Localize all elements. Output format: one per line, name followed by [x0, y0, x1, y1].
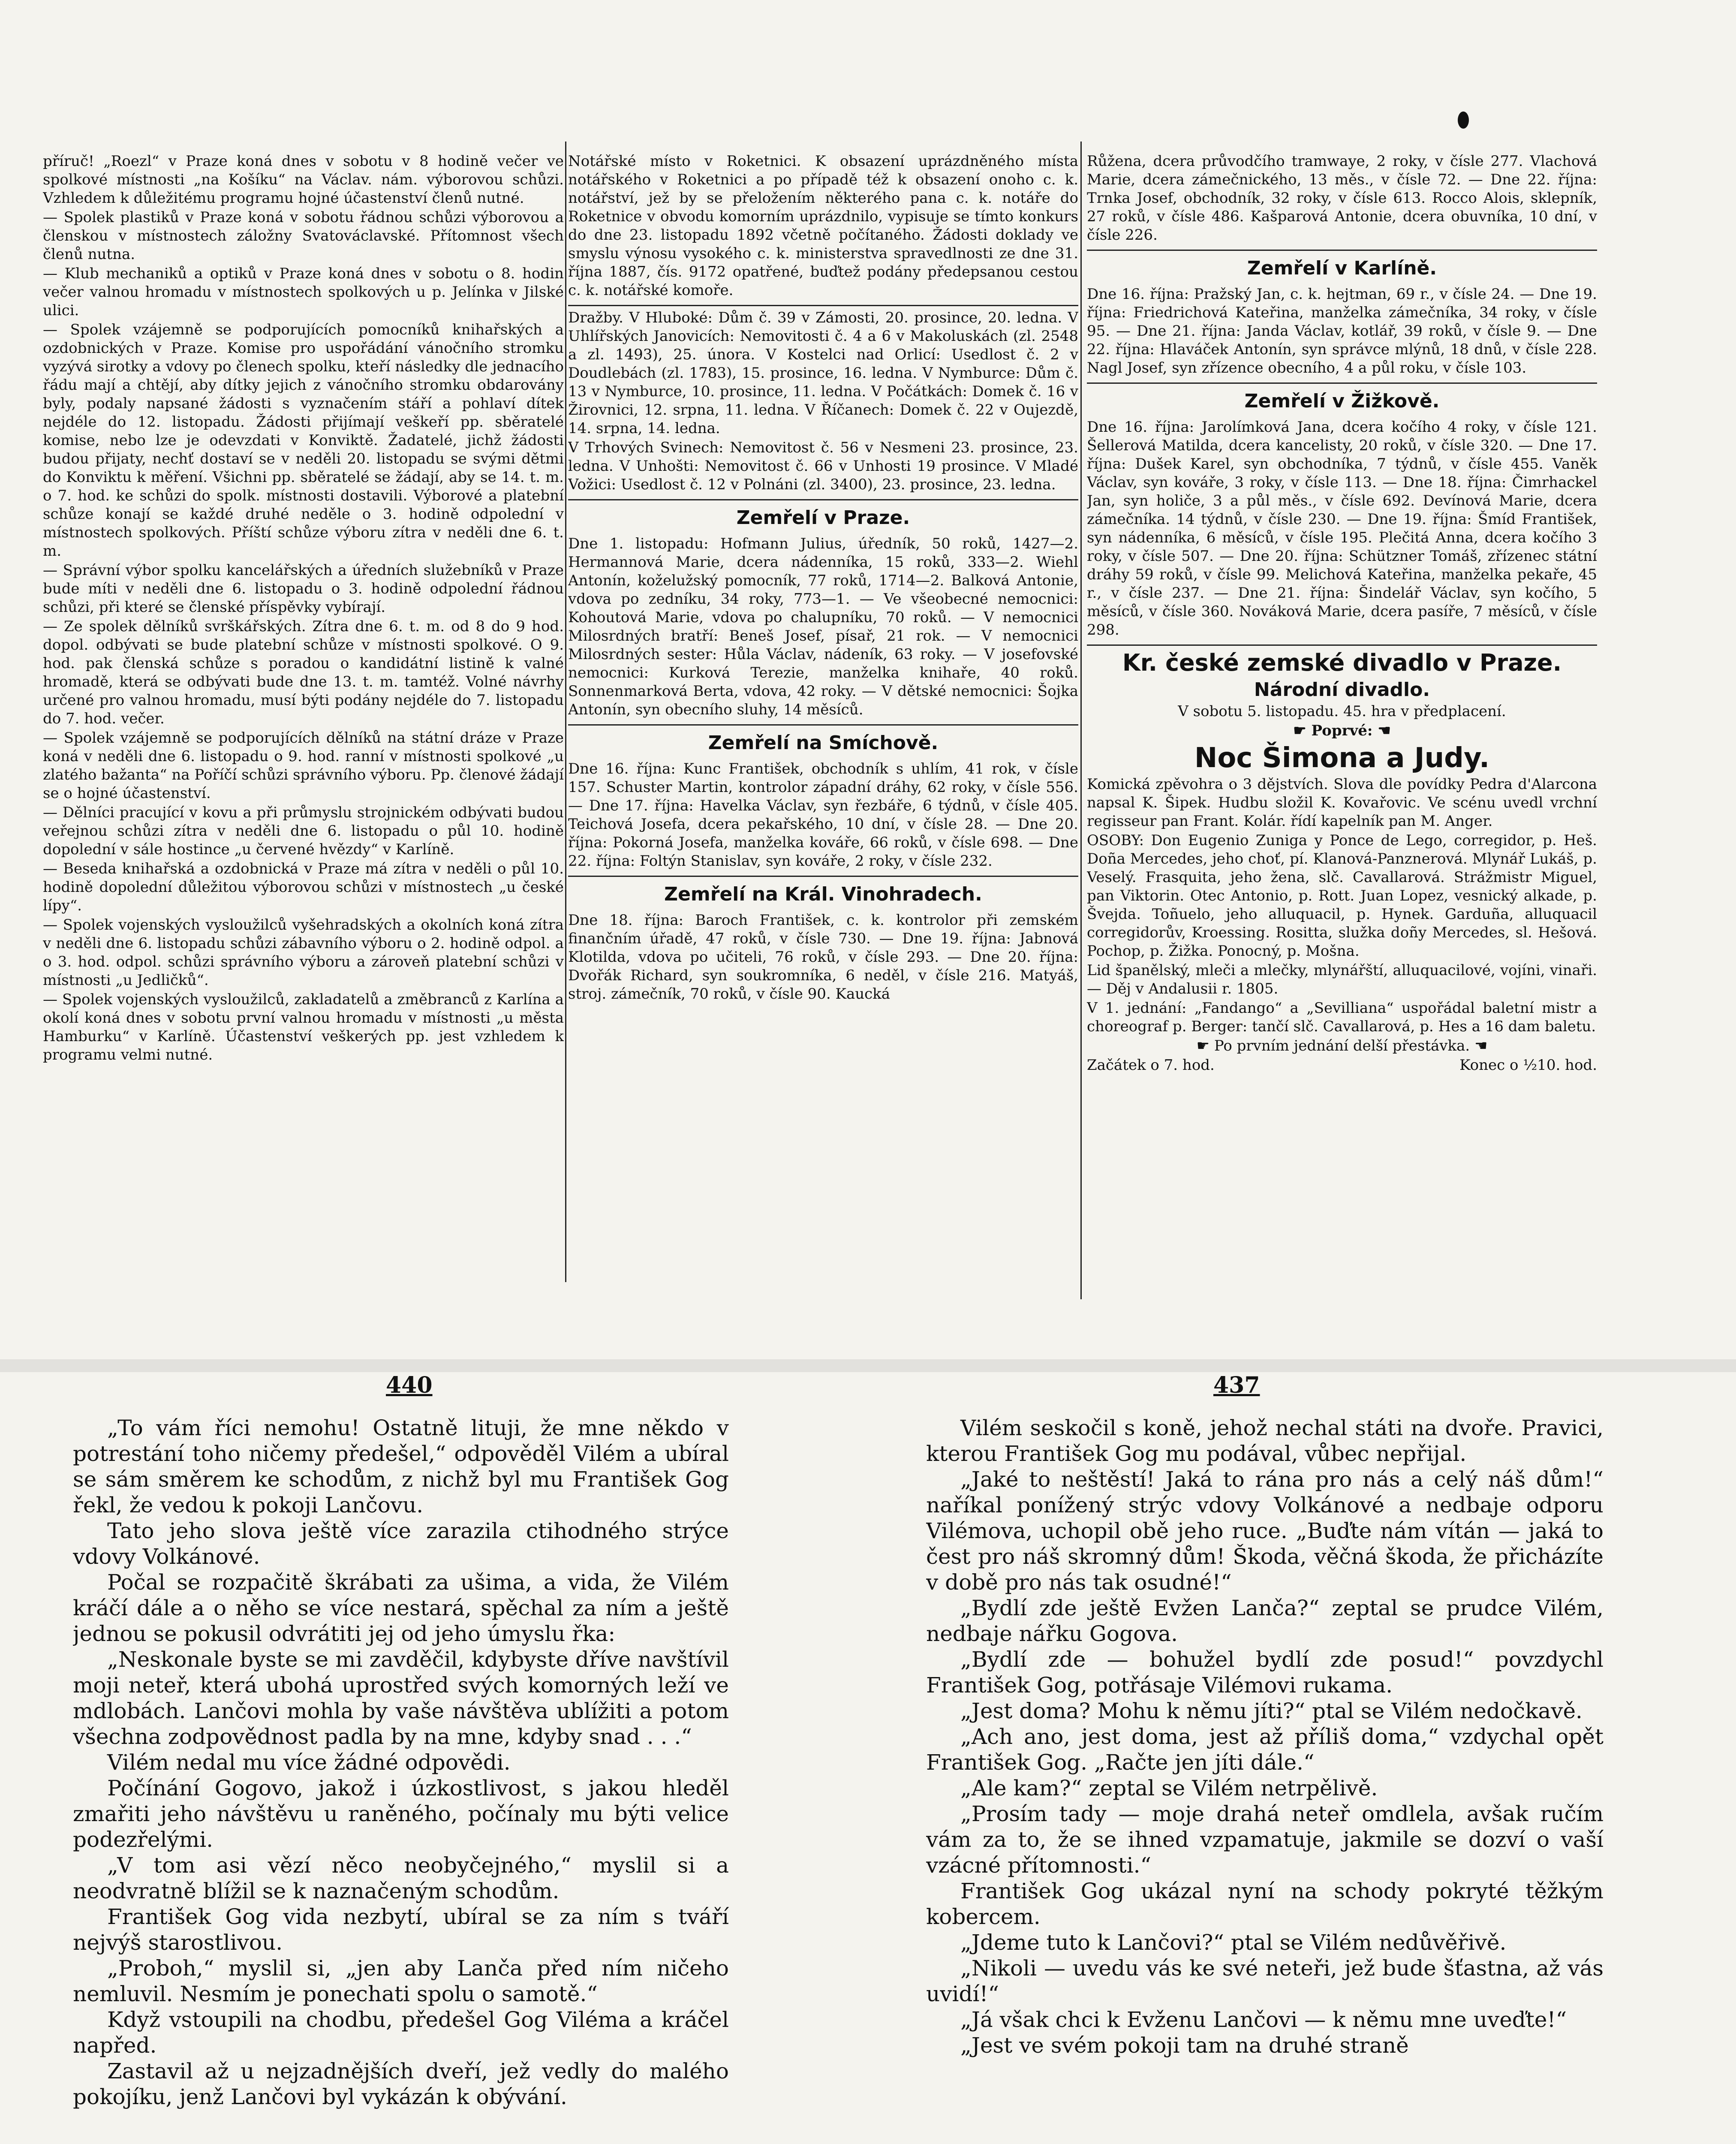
- book-paragraph: „Jaké to neštěstí! Jaká to rána pro nás a celý náš dům!“ naříkal ponížený strýc vdovy Volkánové a nedbaje odporu Vilémova, uchopil obě jeho ruce. „Buďte nám vítán — jaká to čest pro náš skromný dům! Škoda, věčná škoda, že přicházíte v době pro nás tak osudné!“: [926, 1467, 1604, 1595]
- page-number-right: 437: [1213, 1372, 1260, 1398]
- deaths-list: Růžena, dcera průvodčího tramwaye, 2 roky, v čísle 277. Vlachová Marie, dcera zámečnického, 13 měs., v čísle 72. — Dne 22. října: Trnka Josef, obchodník, 32 roky, v čísle 613. Rocco Alois, sklepník, 27 roků, v čísle 486. Kašparová Antonie, dcera obuvníka, 10 dní, v čísle 226.: [1087, 153, 1597, 244]
- notice: — Spolek vojenských vysloužilců vyšehradských a okolních koná zítra v neděli dne 6. listopadu schůzi zábavního výboru o 2. hodině odpol. a o 3. hod. odpol. schůzi správního výboru a zároveň platební schůzi v místnosti „u Jedličků“.: [43, 916, 564, 989]
- notice: — Spolek vojenských vysloužilců, zakladatelů a změbranců z Karlína a okolí koná dnes v sobotu první valnou hromadu v místnosti „u města Hamburku“ v Karlíně. Účastenství veškerých pp. jest vzhledem k programu velmi nutné.: [43, 991, 564, 1063]
- book-paragraph: „V tom asi vězí něco neobyčejného,“ myslil si a neodvratně blížil se k naznačeným schodům.: [73, 1853, 729, 1903]
- play-title: Noc Šimona a Judy.: [1194, 742, 1490, 774]
- start-time: Začátek o 7. hod.: [1087, 1057, 1215, 1074]
- play-times: [1087, 1056, 1597, 1075]
- book-paragraph: „Jest doma? Mohu k němu jíti?“ ptal se Vilém nedočkavě.: [960, 1698, 1583, 1723]
- auctions-notice: V Trhových Svinech: Nemovitost č. 56 v Nesmeni 23. prosince, 23. ledna. V Unhošti: Nemovitost č. 66 v Unhosti 19 prosince. V Mladé Vožici: Usedlost č. 12 v Polnáni (zl. 3400), 23. prosince, 23. ledna.: [568, 439, 1078, 493]
- notary-notice: Notářské místo v Roketnici. K obsazení uprázdněného místa notářského v Roketnici a po případě též k obsazení onoho c. k. notářství, jež by se přeložením některého pana c. k. notáře do Roketnice v obvodu komorním uprázdnilo, vypisuje se tímto konkurs do dne 23. listopadu 1892 včetně počítaného. Žádosti doklady ve smyslu výnosu vysokého c. k. ministerstva spravedlnosti ze dne 31. října 1887, čís. 9172 opatřené, buďtež podány předepsanou cestou c. k. notářské komoře.: [568, 153, 1078, 299]
- section-heading: Zemřelí v Karlíně.: [1247, 257, 1437, 279]
- book-paragraph: „Prosím tady — moje drahá neteř omdlela, avšak ručím vám za to, že se ihned vzpamatuje, jakmile se dozví o vaší vzácné přítomnosti.“: [926, 1801, 1604, 1878]
- play-ballet: V 1. jednání: „Fandango“ a „Sevilliana“ uspořádal baletní mistr a choreograf p. Berger: tančí slč. Cavallarová, p. Hes a 16 dam baletu.: [1087, 1000, 1597, 1035]
- book-paragraph: Počal se rozpačitě škrábati za ušima, a vida, že Vilém kráčí dále a o něho se více nestará, spěchal za ním a ještě jednou se pokusil odvrátiti jej od jeho úmyslu řka:: [73, 1570, 729, 1646]
- news-column-1: [43, 152, 564, 1224]
- divider: [1087, 644, 1597, 646]
- book-paragraph: Vilém nedal mu více žádné odpovědi.: [107, 1750, 511, 1775]
- notice: — Ze spolek dělníků svrškářských. Zítra dne 6. t. m. od 8 do 9 hod. dopol. odbývati se bude platební schůze v místnosti spolkové. O 9. hod. pak členská schůze s poradou o kandidátní listině k valné hromadě, která se odbývati bude dne 13. t. m. tamtéž. Volné návrhy určené pro valnou hromadu, musí býti podány nejdéle do 7. listopadu do 7. hod. večer.: [43, 618, 564, 727]
- column-rule-2: [1080, 142, 1082, 1299]
- book-page-left: [73, 1415, 729, 2144]
- deaths-list: Dne 1. listopadu: Hofmann Julius, úředník, 50 roků, 1427—2. Hermannová Marie, dcera nádenníka, 15 roků, 333—2. Wiehl Antonín, koželužský pomocník, 77 roků, 1714—2. Balková Antonie, vdova po zedníku, 34 roky, 773—1. — Ve všeobecné nemocnici: Kohoutová Marie, vdova po chalupníku, 70 roků. — V nemocnici Milosrdných bratří: Beneš Josef, písař, 21 rok. — V nemocnici Milosrdných sester: Hůla Václav, nádeník, 63 roky. — V josefovské nemocnici: Kurková Terezie, manželka knihaře, 40 roků. Sonnenmarková Berta, vdova, 42 roky. — V dětské nemocnici: Šojka Antonín, syn obecního sluhy, 14 měsíců.: [568, 535, 1078, 718]
- book-paragraph: Vilém seskočil s koně, jehož nechal státi na dvoře. Pravici, kterou František Gog mu podával, vůbec nepřijal.: [926, 1415, 1604, 1466]
- page-number-left: 440: [386, 1372, 433, 1398]
- ink-dot: [1458, 111, 1469, 129]
- book-paragraph: „Jest ve svém pokoji tam na druhé straně: [960, 2033, 1409, 2058]
- section-heading: Zemřelí na Král. Vinohradech.: [664, 883, 982, 905]
- notice: příruč! „Roezl“ v Praze koná dnes v sobotu v 8 hodině večer ve spolkové místnosti „na Košíku“ na Václav. nám. výborovou schůzi. Vzhledem k důležitému programu hojné účastenství členů nutné.: [43, 153, 564, 207]
- book-page-right: [926, 1415, 1604, 2144]
- notice: — Správní výbor spolku kancelářských a úředních služebníků v Praze bude míti v neděli dne 6. listopadu o 3. hodině odpolední řádnou schůzi, při které se členské příspěvky vybírají.: [43, 562, 564, 616]
- section-heading: Zemřelí v Žižkově.: [1244, 390, 1440, 412]
- play-cast: OSOBY: Don Eugenio Zuniga y Ponce de Lego, corregidor, p. Heš. Doña Mercedes, jeho choť, pí. Klanová-Panznerová. Mlynář Lukáš, p. Veselý. Frasquita, jeho žena, slč. Cavallarová. Strážmistr Miguel, pan Viktorin. Otec Antonio, p. Rott. Juan Lopez, vesnický alkade, p. Švejda. Toñuelo, jeho alluquacil, p. Hynek. Garduña, alluquacil corregidorův, Kroessing. Rositta, služka doñy Mercedes, sl. Hešová. Pochop, p. Žižka. Ponocný, p. Mošna.: [1087, 832, 1597, 960]
- book-paragraph: František Gog ukázal nyní na schody pokryté těžkým kobercem.: [926, 1879, 1604, 1929]
- divider: [1087, 250, 1597, 251]
- column-rule-1: [565, 142, 566, 1282]
- news-column-2: [568, 152, 1078, 1301]
- book-paragraph: František Gog vida nezbytí, ubíral se za ním s tváří nejvýš starostlivou.: [73, 1904, 729, 1955]
- news-column-3: [1087, 152, 1597, 1301]
- premiere-label: ☛ Poprvé: ☚: [1293, 722, 1391, 739]
- book-paragraph: „Ach ano, jest doma, jest až příliš doma,“ vzdychal opět František Gog. „Račte jen jíti dále.“: [926, 1724, 1604, 1775]
- book-paragraph: „Bydlí zde ještě Evžen Lanča?“ zeptal se prudce Vilém, nedbaje nářku Gogova.: [926, 1596, 1604, 1646]
- book-paragraph: „To vám říci nemohu! Ostatně lituji, že mne někdo v potrestání toho ničemy předešel,“ odpověděl Vilém a ubíral se sám směrem ke schodům, z nichž byl mu František Gog řekl, že vedou k pokoji Lančovu.: [73, 1415, 729, 1518]
- notice: — Klub mechaniků a optiků v Praze koná dnes v sobotu o 8. hodin večer valnou hromadu v místnostech spolkových u p. Jelínka v Jilské ulici.: [43, 265, 564, 319]
- book-paragraph: „Jdeme tuto k Lančovi?“ ptal se Vilém nedůvěřivě.: [960, 1930, 1507, 1955]
- book-paragraph: „Neskonale byste se mi zavděčil, kdybyste dříve navštívil moji neteř, která ubohá uprostřed svých komorných leží ve mdlobách. Lančovi mohla by vaše návštěva ublížiti a potom všechna zodpovědnost padla by na mne, kdyby snad . . .“: [73, 1647, 729, 1749]
- book-paragraph: Tato jeho slova ještě více zarazila ctihodného strýce vdovy Volkánové.: [73, 1518, 729, 1569]
- divider: [568, 305, 1078, 306]
- end-time: Konec o ½10. hod.: [1459, 1057, 1597, 1074]
- deaths-list: Dne 18. října: Baroch František, c. k. kontrolor při zemském finančním úřadě, 47 roků, v čísle 730. — Dne 19. října: Jabnová Klotilda, vdova po učiteli, 76 roků, v čísle 293. — Dne 20. října: Dvořák Richard, syn soukromníka, 6 neděl, v čísle 216. Matyáš, stroj. zámečník, 70 roků, v čísle 90. Kaucká: [568, 912, 1078, 1003]
- book-paragraph: Zastavil až u nejzadnějších dveří, jež vedly do malého pokojíku, jenž Lančovi byl vykázán k obývání.: [73, 2059, 729, 2109]
- theater-subtitle: Národní divadlo.: [1254, 679, 1430, 701]
- divider: [1087, 382, 1597, 384]
- play-description: Komická zpěvohra o 3 dějstvích. Slova dle povídky Pedra d'Alarcona napsal K. Šipek. Hudbu složil K. Kovařovic. Ve scénu uvedl vrchní regisseur pan Frant. Kolár. řídí kapelník pan M. Anger.: [1087, 776, 1597, 830]
- notice: — Beseda knihařská a ozdobnická v Praze má zítra v neděli o půl 10. hodině dopolední důležitou výborovou schůzi v místnostech „u české lípy“.: [43, 860, 564, 914]
- book-paragraph: „Nikoli — uvedu vás ke své neteři, jež bude šťastna, až vás uvidí!“: [926, 1956, 1604, 2006]
- play-extras: Lid španělský, mleči a mlečky, mlynářští, alluquacilové, vojíni, vinaři. — Děj v Andalusii r. 1805.: [1087, 962, 1597, 997]
- theater-title: Kr. české zemské divadlo v Praze.: [1122, 649, 1562, 676]
- divider: [568, 876, 1078, 877]
- deaths-list: Dne 16. října: Jarolímková Jana, dcera kočího 4 roky, v čísle 121. Šellerová Matilda, dcera kancelisty, 20 roků, v čísle 320. — Dne 17. října: Dušek Karel, syn obchodníka, 7 týdnů, v čísle 455. Vaněk Václav, syn kováře, 3 roky, v čísle 113. — Dne 18. října: Čimrhackel Jan, syn holiče, 3 a půl měs., v čísle 692. Devínová Marie, dcera zámečníka. 14 týdnů, v čísle 230. — Dne 19. října: Šmíd František, syn nádenníka, 6 měsíců, v čísle 195. Plečitá Anna, dcera kočího 3 roky, v čísle 507. — Dne 20. října: Schützner Tomáš, zřízenec státní dráhy 59 roků, v čísle 99. Melichová Kateřina, manželka pekaře, 45 r., v čísle 237. — Dne 21. října: Šindelář Václav, syn kočího, 5 měsíců, v čísle 360. Nováková Marie, dcera pasíře, 7 měsíců, v čísle 298.: [1087, 419, 1597, 638]
- pause-note: ☛ Po prvním jednání delší přestávka. ☚: [1196, 1037, 1488, 1054]
- book-paragraph: Počínání Gogovo, jakož i úzkostlivost, s jakou hleděl zmařiti jeho návštěvu u raněného, počínaly mu býti velice podezřelými.: [73, 1776, 729, 1852]
- notice: — Spolek plastiků v Praze koná v sobotu řádnou schůzi výborovou a členskou v místnostech záložny Svatováclavské. Přítomnost všech členů nutna.: [43, 209, 564, 263]
- notice: — Dělníci pracující v kovu a při průmyslu strojnickém odbývati budou veřejnou schůzi zítra v neděli dne 6. listopadu o půl 10. hodině dopolední v sále hostince „u červené hvězdy“ v Karlíně.: [43, 804, 564, 858]
- notice: — Spolek vzájemně se podporujících pomocníků knihařských a ozdobnických v Praze. Komise pro uspořádání vánočního stromku vyzývá sirotky a vdovy po členech spolku, kteří následky dle jednacího řádu mají a chtějí, aby dítky jejich z vánočního stromku obdarovány byly, podaly napsané žádosti s vyznačením stáří a pohlaví dítek nejdéle do 12. listopadu. Žádosti přijímají veškeří pp. sběratelé komise, nebo lze je odevzdati v Konviktě. Žadatelé, jichž žádosti budou přijaty, nechť dostaví se v neděli 20. listopadu se svými dětmi do Konviktu k měření. Všichni pp. sběratelé se žádají, aby se 14. t. m. o 7. hod. ke schůzi do spolk. místnosti dostavili. Výborové a platební schůze konají se každé druhé neděle o 3. hodině odpolední v místnostech spolkových. Příští schůze výboru zítra v neděli dne 6. t. m.: [43, 321, 564, 560]
- auctions-notice: Dražby. V Hluboké: Dům č. 39 v Zámosti, 20. prosince, 20. ledna. V Uhlířských Janovicích: Nemovitosti č. 4 a 6 v Makoluskách (zl. 2548 a zl. 1493), 25. února. V Kostelci nad Orlicí: Usedlost č. 2 v Doudlebách (zl. 1783), 15. prosince, 16. ledna. V Nymburce: Dům č. 13 v Nymburce, 10. prosince, 11. ledna. V Počátkách: Domek č. 16 v Žirovnici, 12. srpna, 11. ledna. V Říčanech: Domek č. 22 v Oujezdě, 14. srpna, 14. ledna.: [568, 309, 1078, 437]
- deaths-list: Dne 16. října: Pražský Jan, c. k. hejtman, 69 r., v čísle 24. — Dne 19. října: Friedrichová Kateřina, manželka zámečníka, 34 roky, v čísle 95. — Dne 21. října: Janda Václav, kotlář, 39 roků, v čísle 9. — Dne 22. října: Hlaváček Antonín, syn správce mlýnů, 18 dnů, v čísle 228. Nagl Josef, syn zřízence obecního, 4 a půl roku, v čísle 103.: [1087, 286, 1597, 376]
- divider: [568, 724, 1078, 726]
- notice: — Spolek vzájemně se podporujících dělníků na státní dráze v Praze koná v neděli dne 6. listopadu o 9. hod. ranní v místnosti spolkové „u zlatého bažanta“ na Poříčí schůzi správního výboru. Pp. členové žádají se o hojné účastenství.: [43, 729, 564, 802]
- book-paragraph: Když vstoupili na chodbu, předešel Gog Viléma a kráčel napřed.: [73, 2007, 729, 2058]
- book-paragraph: „Bydlí zde — bohužel bydlí zde posud!“ povzdychl František Gog, potřásaje Vilémovi rukama.: [926, 1647, 1604, 1698]
- page-fold: [0, 1359, 1736, 1372]
- divider: [568, 499, 1078, 500]
- deaths-list: Dne 16. října: Kunc František, obchodník s uhlím, 41 rok, v čísle 157. Schuster Martin, kontrolor západní dráhy, 62 roky, v čísle 556. — Dne 17. října: Havelka Václav, syn řezbáře, 6 týdnů, v čísle 405. Teichová Josefa, dcera pekařského, 10 dní, v čísle 28. — Dne 20. října: Pokorná Josefa, manželka kováře, 66 roků, v čísle 698. — Dne 22. října: Foltýn Stanislav, syn kováře, 2 roky, v čísle 232.: [568, 760, 1078, 870]
- book-paragraph: „Já však chci k Evženu Lančovi — k němu mne uveďte!“: [960, 2007, 1567, 2032]
- book-paragraph: „Ale kam?“ zeptal se Vilém netrpělivě.: [960, 1776, 1378, 1801]
- book-paragraph: „Proboh,“ myslil si, „jen aby Lanča před ním ničeho nemluvil. Nesmím je ponechati spolu o samotě.“: [73, 1956, 729, 2006]
- section-heading: Zemřelí na Smíchově.: [708, 732, 939, 754]
- theater-schedule: V sobotu 5. listopadu. 45. hra v předplacení.: [1178, 703, 1506, 720]
- section-heading: Zemřelí v Praze.: [736, 507, 910, 529]
